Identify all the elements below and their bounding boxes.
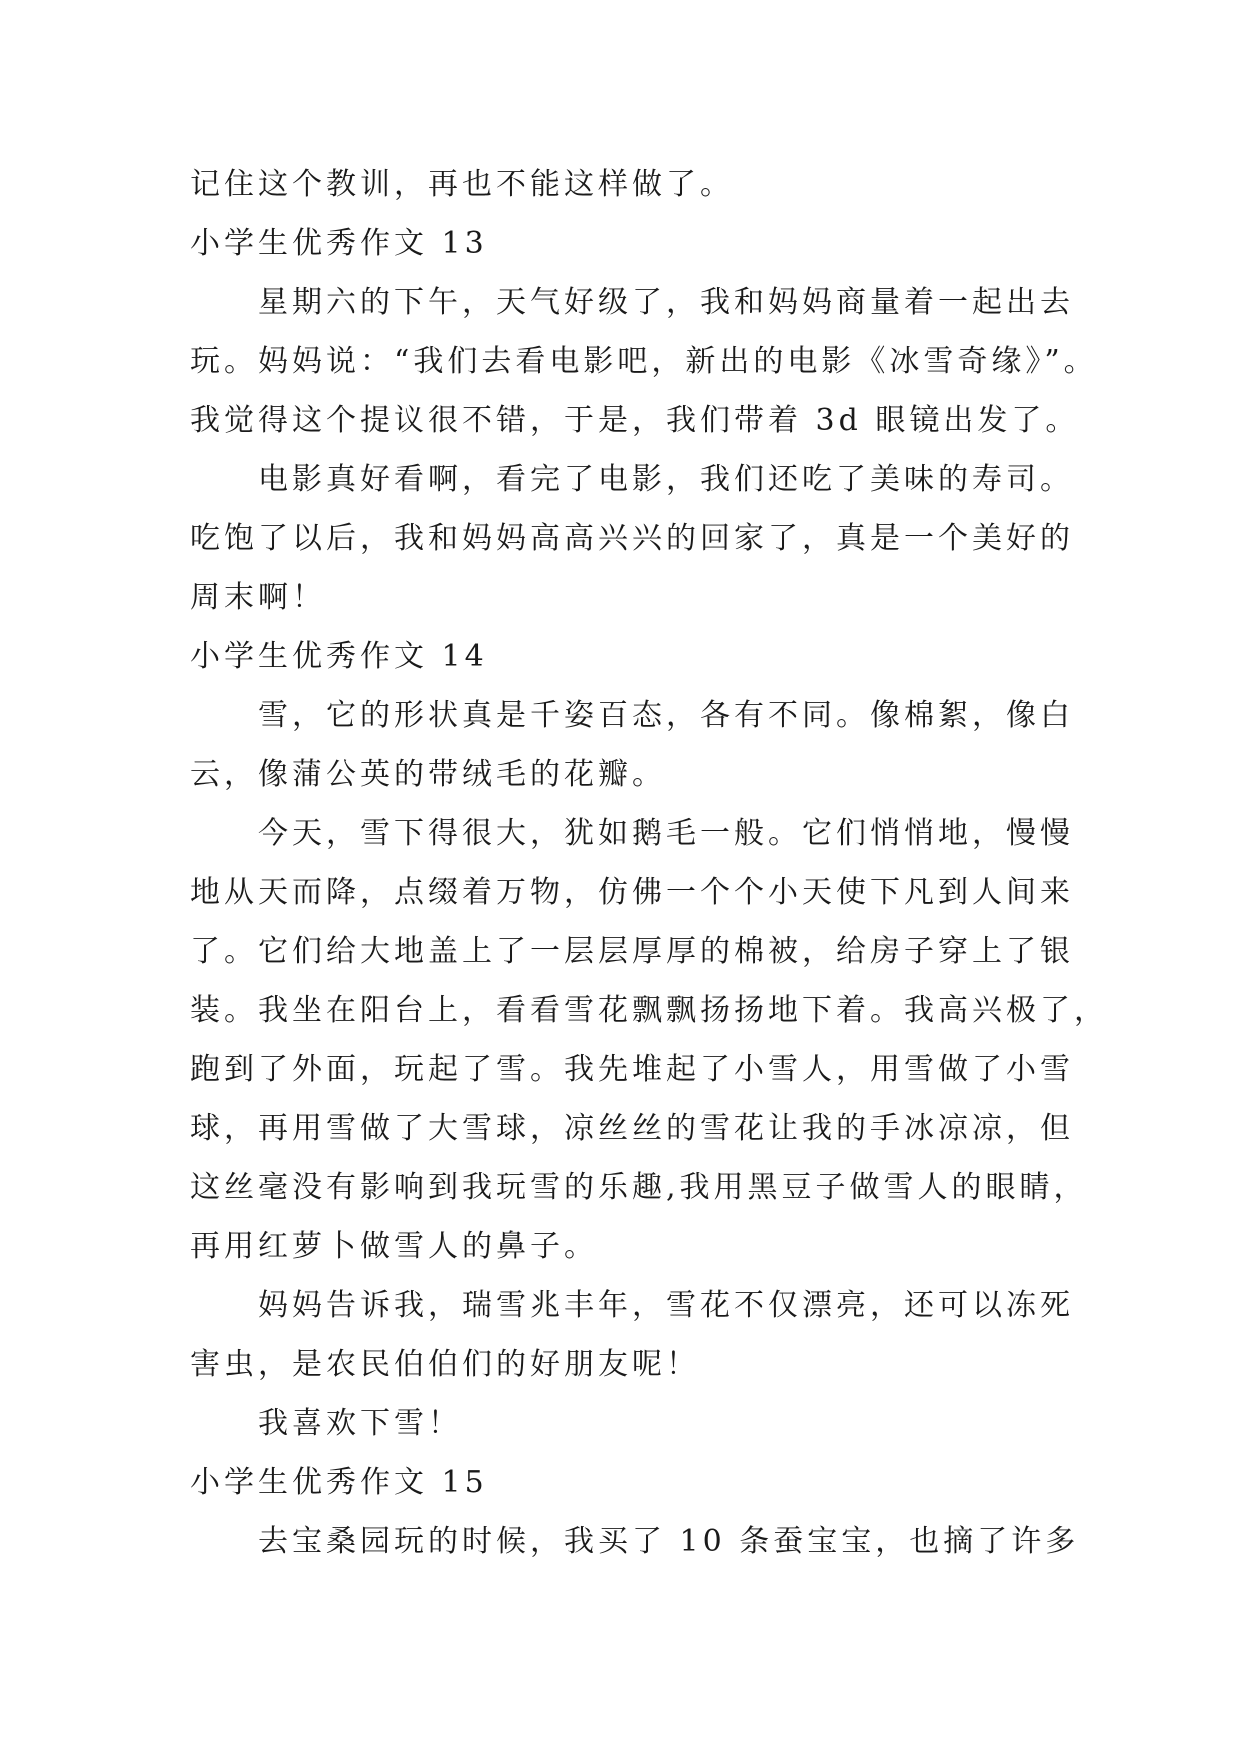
paragraph-line: 了。它们给大地盖上了一层层厚厚的棉被，给房子穿上了银 <box>190 934 1074 969</box>
essay-heading: 小学生优秀作文 15 <box>190 1465 488 1500</box>
paragraph-first-line: 电影真好看啊，看完了电影，我们还吃了美味的寿司。 <box>258 462 1074 497</box>
paragraph-line: 我觉得这个提议很不错，于是，我们带着 3d 眼镜出发了。 <box>190 403 1080 438</box>
document-body <box>190 155 1108 1571</box>
paragraph-line: 云，像蒲公英的带绒毛的花瓣。 <box>190 757 666 792</box>
paragraph-line: 跑到了外面，玩起了雪。我先堆起了小雪人，用雪做了小雪 <box>190 1052 1074 1087</box>
paragraph-line: 周末啊！ <box>190 580 326 615</box>
paragraph-line: 装。我坐在阳台上，看看雪花飘飘扬扬地下着。我高兴极了， <box>190 993 1108 1028</box>
paragraph-line: 玩。妈妈说：“我们去看电影吧，新出的电影《冰雪奇缘》”。 <box>190 344 1098 379</box>
paragraph-first-line: 今天，雪下得很大，犹如鹅毛一般。它们悄悄地，慢慢 <box>258 816 1074 851</box>
paragraph-line: 害虫，是农民伯伯们的好朋友呢！ <box>190 1347 700 1382</box>
essay-heading: 小学生优秀作文 14 <box>190 639 488 674</box>
paragraph-first-line: 妈妈告诉我，瑞雪兆丰年，雪花不仅漂亮，还可以冻死 <box>258 1288 1074 1323</box>
paragraph-line: 记住这个教训，再也不能这样做了。 <box>190 167 734 202</box>
paragraph-line: 这丝毫没有影响到我玩雪的乐趣,我用黑豆子做雪人的眼睛， <box>190 1170 1088 1205</box>
paragraph-first-line: 我喜欢下雪！ <box>258 1406 462 1441</box>
paragraph-first-line: 去宝桑园玩的时候，我买了 10 条蚕宝宝，也摘了许多 <box>258 1524 1080 1559</box>
paragraph-first-line: 星期六的下午，天气好级了，我和妈妈商量着一起出去 <box>258 285 1074 320</box>
paragraph-line: 吃饱了以后，我和妈妈高高兴兴的回家了，真是一个美好的 <box>190 521 1074 556</box>
paragraph-line: 再用红萝卜做雪人的鼻子。 <box>190 1229 598 1264</box>
essay-heading: 小学生优秀作文 13 <box>190 226 488 261</box>
paragraph-line: 地从天而降，点缀着万物，仿佛一个个小天使下凡到人间来 <box>190 875 1074 910</box>
paragraph-line: 球，再用雪做了大雪球，凉丝丝的雪花让我的手冰凉凉，但 <box>190 1111 1074 1146</box>
paragraph-first-line: 雪，它的形状真是千姿百态，各有不同。像棉絮，像白 <box>258 698 1074 733</box>
